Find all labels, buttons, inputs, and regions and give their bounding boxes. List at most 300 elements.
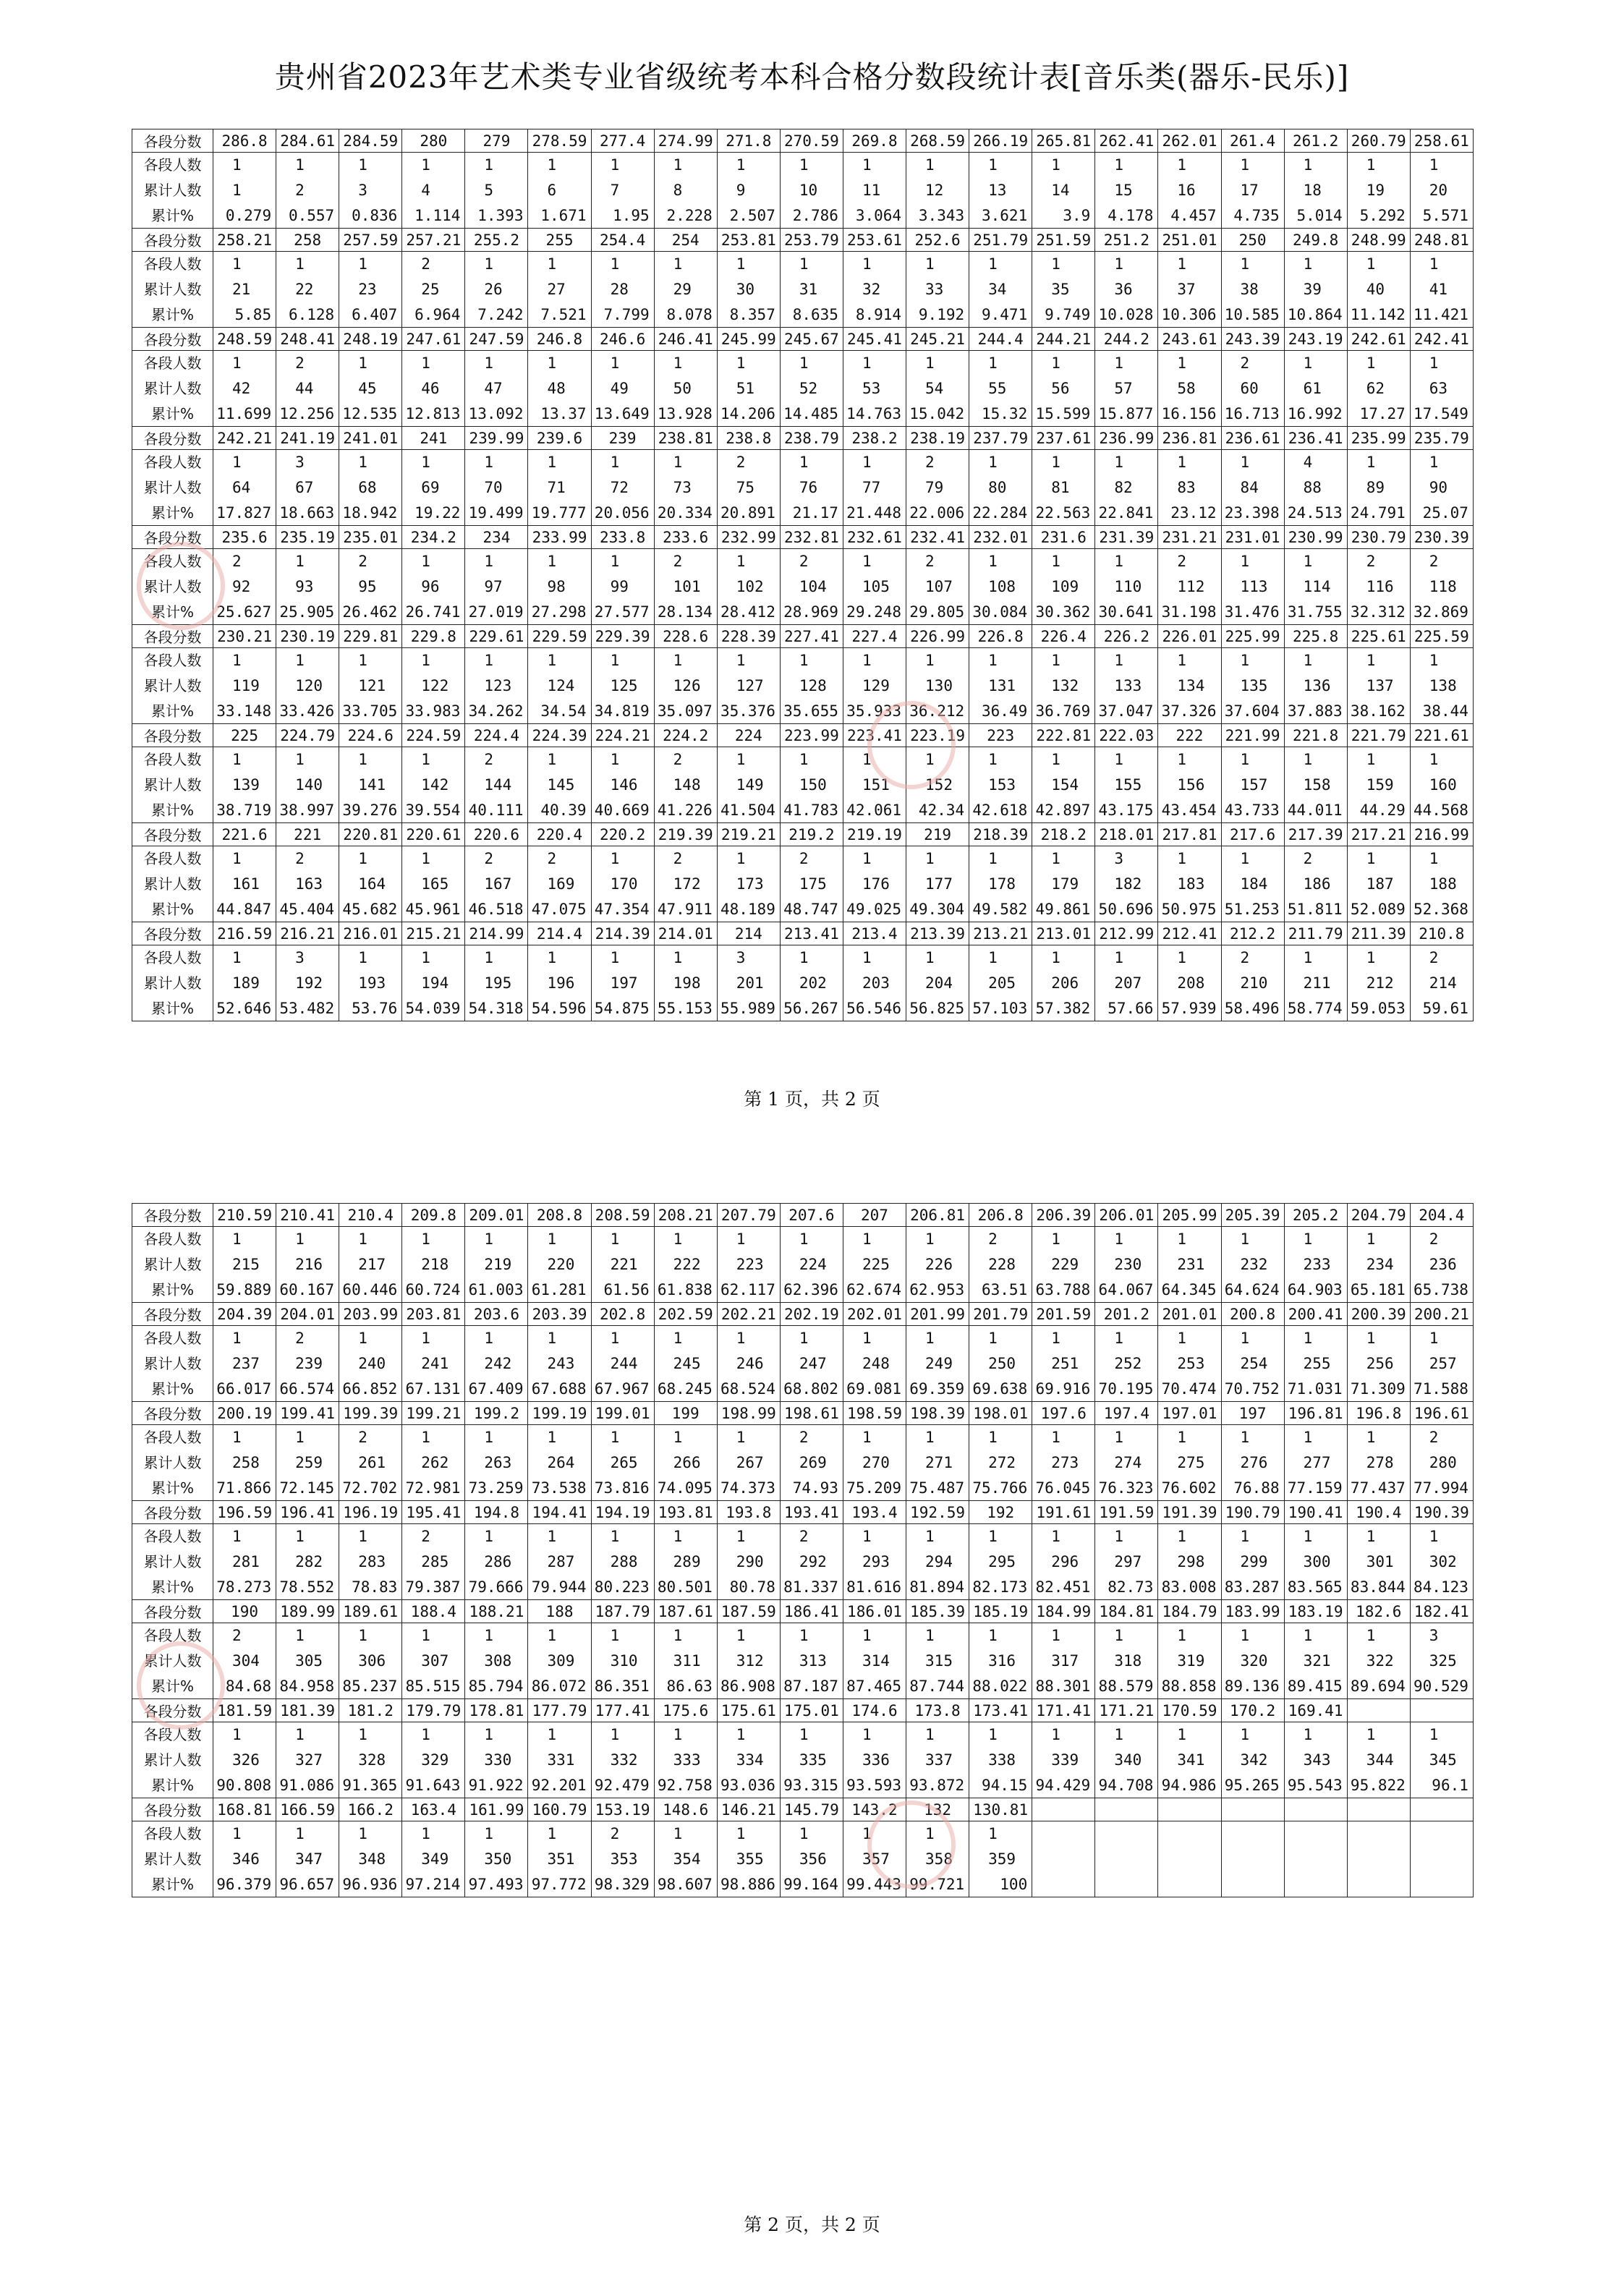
percent-value: 33.148 [216,702,272,720]
count-value: 1 [1051,553,1060,571]
stats-cell [906,153,969,229]
score-cell: 230.39 [1410,526,1473,549]
cumulative-value: 282 [295,1552,323,1570]
percent-value: 59.889 [216,1280,272,1298]
cumulative-value: 346 [232,1850,260,1868]
score-cell: 217.39 [1284,823,1347,846]
score-cell: 193.4 [843,1501,906,1524]
percent-value: 76.323 [1098,1479,1154,1497]
score-cell: 238.79 [780,427,843,450]
count-value: 2 [421,1528,430,1546]
stats-cell [339,648,402,724]
percent-value: 88.301 [1035,1677,1091,1695]
stats-cell [1095,450,1158,526]
percent-value: 77.159 [1287,1479,1343,1497]
stats-cell [906,1623,969,1699]
count-value: 1 [358,1330,367,1348]
count-value: 1 [1051,850,1060,868]
cumulative-value: 105 [862,577,890,595]
score-cell: 192 [969,1501,1032,1524]
count-value: 1 [610,1230,620,1249]
cumulative-value: 277 [1303,1453,1331,1471]
count-value: 1 [1051,1429,1060,1447]
cumulative-value: 6 [547,181,557,199]
cumulative-value: 357 [862,1850,890,1868]
stats-cell [402,747,465,823]
score-cell: 194.19 [591,1501,654,1524]
percent-value: 60.167 [279,1280,335,1298]
percent-value: 52.089 [1350,900,1406,918]
count-value: 1 [988,156,998,174]
cumulative-value: 203 [862,974,890,992]
cumulative-value: 13 [988,181,1007,199]
stats-cell [843,450,906,526]
cumulative-value: 350 [484,1850,512,1868]
percent-value: 79.666 [468,1578,524,1596]
percent-value: 19.22 [414,503,461,522]
stats-cell [843,1425,906,1501]
count-value: 1 [1240,751,1250,769]
row-label-cum: 累计人数 [143,1651,202,1670]
cumulative-value: 222 [673,1255,701,1273]
percent-value: 15.599 [1035,404,1091,422]
cumulative-value: 240 [358,1354,386,1372]
count-value: 1 [484,354,494,373]
count-value: 1 [799,255,809,273]
cumulative-value: 81 [1051,478,1070,496]
cumulative-value: 269 [799,1453,827,1471]
stats-cell [591,1524,654,1600]
cumulative-value: 120 [295,676,323,694]
stats-cell [1347,351,1410,427]
count-value: 1 [484,1627,494,1645]
cumulative-value: 35 [1051,280,1070,298]
count-value: 1 [1177,652,1187,670]
cumulative-value: 298 [1177,1552,1205,1570]
score-cell: 224.4 [465,724,528,747]
score-cell: 207.79 [717,1204,780,1227]
count-value: 2 [1429,553,1439,571]
cumulative-value: 114 [1303,577,1331,595]
percent-value: 44.847 [216,900,272,918]
cumulative-value: 215 [232,1255,260,1273]
count-value: 1 [1177,850,1187,868]
score-cell: 201.01 [1158,1303,1221,1326]
stats-cell [276,846,339,922]
cumulative-value: 196 [547,974,575,992]
score-cell: 179.79 [402,1699,465,1722]
count-value: 1 [421,949,430,967]
row-label-pct: 累计% [150,801,194,819]
count-value: 1 [1114,1429,1123,1447]
cumulative-value: 165 [421,875,449,893]
percent-value: 71.588 [1413,1379,1468,1398]
stats-cell [528,648,591,724]
row-label-cum: 累计人数 [143,875,202,893]
stats-row [132,351,1474,427]
count-value: 1 [1366,1429,1376,1447]
score-cell: 248.19 [339,328,402,351]
count-value: 1 [547,553,557,571]
stats-cell [528,1623,591,1699]
score-row [132,1303,1474,1326]
percent-value: 64.067 [1098,1280,1154,1298]
percent-value: 69.359 [909,1379,965,1398]
score-cell: 220.4 [528,823,591,846]
stats-cell [465,252,528,328]
count-value: 1 [484,1230,494,1249]
stats-cell [717,648,780,724]
score-cell: 269.8 [843,129,906,153]
score-cell: 236.81 [1158,427,1221,450]
count-value: 1 [1429,354,1439,373]
count-value: 2 [799,1429,809,1447]
count-value: 1 [1051,454,1060,472]
stats-cell [1347,1227,1410,1303]
score-cell: 175.6 [654,1699,717,1722]
cumulative-value: 98 [547,577,566,595]
count-value: 1 [232,850,242,868]
cumulative-value: 337 [925,1751,953,1769]
percent-value: 78.273 [216,1578,272,1596]
count-value: 1 [736,354,746,373]
cumulative-value: 207 [1114,974,1142,992]
stats-cell [1095,153,1158,229]
count-value: 1 [421,354,430,373]
row-label-cum: 累计人数 [143,181,202,199]
stats-row-header [132,1821,213,1897]
score-cell: 261.2 [1284,129,1347,153]
cumulative-value: 195 [484,974,512,992]
stats-cell [1284,450,1347,526]
cumulative-value: 182 [1114,875,1142,893]
score-cell: 198.59 [843,1402,906,1425]
cumulative-value: 82 [1114,478,1133,496]
cumulative-value: 46 [421,379,440,397]
cumulative-value: 334 [736,1751,764,1769]
percent-value: 43.733 [1224,801,1280,819]
count-value: 1 [1303,1726,1313,1744]
count-value: 1 [862,1330,872,1348]
count-value: 1 [1303,652,1313,670]
count-value: 1 [232,1726,242,1744]
cumulative-value: 157 [1240,775,1268,794]
score-row [132,526,1474,549]
cumulative-value: 104 [799,577,827,595]
count-value: 1 [1051,652,1060,670]
score-cell: 260.79 [1347,129,1410,153]
score-cell: 190.4 [1347,1501,1410,1524]
row-label-count: 各段人数 [143,354,202,373]
stats-cell [843,846,906,922]
count-value: 1 [610,354,620,373]
score-cell: 216.59 [213,922,276,945]
cumulative-value: 287 [547,1552,575,1570]
score-cell: 181.59 [213,1699,276,1722]
score-cell: 200.19 [213,1402,276,1425]
stats-row-header [132,549,213,625]
stats-cell [780,153,843,229]
count-value: 1 [484,652,494,670]
score-cell: 168.81 [213,1798,276,1821]
score-cell [1095,1798,1158,1821]
score-cell: 201.99 [906,1303,969,1326]
cumulative-value: 42 [232,379,251,397]
percent-value: 49.025 [846,900,902,918]
stats-cell [1410,1326,1473,1402]
score-cell: 249.8 [1284,229,1347,252]
stats-cell [1032,1425,1095,1501]
count-value: 1 [862,1230,872,1249]
stats-cell [465,1821,528,1897]
score-cell: 232.61 [843,526,906,549]
percent-value: 11.142 [1350,305,1406,323]
cumulative-value: 89 [1366,478,1385,496]
stats-cell [654,747,717,823]
percent-value: 84.958 [279,1677,335,1695]
percent-value: 35.376 [720,702,775,720]
count-value: 2 [484,850,494,868]
stats-cell [654,1821,717,1897]
cumulative-value: 246 [736,1354,764,1372]
percent-value: 27.298 [531,603,587,621]
count-value: 1 [484,1429,494,1447]
stats-cell [906,252,969,328]
stats-cell [276,945,339,1021]
count-value: 1 [1366,354,1376,373]
count-value: 1 [1366,255,1376,273]
count-value: 1 [1429,1528,1439,1546]
count-value: 1 [1051,1230,1060,1249]
percent-value: 5.571 [1422,206,1468,224]
count-value: 1 [1366,652,1376,670]
count-value: 1 [232,652,242,670]
cumulative-value: 263 [484,1453,512,1471]
row-label-count: 各段人数 [143,652,202,670]
stats-cell [1095,252,1158,328]
score-cell: 230.19 [276,625,339,648]
percent-value: 60.724 [405,1280,461,1298]
stats-cell [528,1524,591,1600]
count-value: 1 [1366,751,1376,769]
cumulative-value: 129 [862,676,890,694]
percent-value: 94.15 [982,1776,1028,1794]
percent-value: 69.916 [1035,1379,1091,1398]
score-cell: 170.2 [1221,1699,1284,1722]
percent-value: 62.117 [720,1280,775,1298]
cumulative-value: 218 [421,1255,449,1273]
stats-cell [276,1326,339,1402]
score-cell: 232.99 [717,526,780,549]
stats-cell [591,1821,654,1897]
stats-cell [1032,1821,1095,1897]
stats-row-header [132,1326,213,1402]
score-cell: 241.19 [276,427,339,450]
count-value: 1 [1114,255,1123,273]
score-cell: 274.99 [654,129,717,153]
score-cell: 231.01 [1221,526,1284,549]
score-cell: 190.79 [1221,1501,1284,1524]
percent-value: 87.744 [909,1677,965,1695]
score-cell [1347,1798,1410,1821]
score-cell: 193.8 [717,1501,780,1524]
cumulative-value: 137 [1366,676,1394,694]
score-cell: 178.81 [465,1699,528,1722]
stats-cell [402,648,465,724]
count-value: 2 [1429,1429,1439,1447]
stats-cell [1410,153,1473,229]
count-value: 1 [1429,751,1439,769]
percent-value: 51.253 [1224,900,1280,918]
count-value: 1 [862,553,872,571]
cumulative-value: 173 [736,875,764,893]
count-value: 1 [484,1330,494,1348]
count-value: 1 [988,255,998,273]
row-label-pct: 累计% [150,1578,194,1596]
count-value: 1 [232,1230,242,1249]
cumulative-value: 327 [295,1751,323,1769]
stats-cell [1410,1722,1473,1798]
percent-value: 93.872 [909,1776,965,1794]
score-cell: 251.59 [1032,229,1095,252]
score-cell: 221.79 [1347,724,1410,747]
score-cell: 218.2 [1032,823,1095,846]
cumulative-value: 30 [736,280,755,298]
count-value: 1 [673,454,683,472]
stats-cell [402,549,465,625]
score-cell: 161.99 [465,1798,528,1821]
score-table-page-1 [132,129,1474,1021]
stats-cell [465,549,528,625]
score-cell: 220.61 [402,823,465,846]
stats-row [132,153,1474,229]
row-label-count: 各段人数 [143,553,202,571]
count-value: 1 [1366,850,1376,868]
count-value: 1 [799,751,809,769]
count-value: 2 [484,751,494,769]
percent-value: 19.777 [531,503,587,522]
score-cell: 248.41 [276,328,339,351]
cumulative-value: 113 [1240,577,1268,595]
row-label-pct: 累计% [150,1875,194,1893]
score-cell: 206.39 [1032,1204,1095,1227]
count-value: 1 [736,156,746,174]
score-cell: 234 [465,526,528,549]
cumulative-value: 276 [1240,1453,1268,1471]
percent-value: 45.404 [279,900,335,918]
percent-value: 56.825 [909,999,965,1017]
score-cell: 225.59 [1410,625,1473,648]
score-cell: 253.79 [780,229,843,252]
stats-cell [969,1722,1032,1798]
percent-value: 2.228 [666,206,713,224]
score-row [132,1204,1474,1227]
stats-cell [1158,153,1221,229]
cumulative-value: 68 [358,478,377,496]
cumulative-value: 221 [610,1255,638,1273]
stats-cell [528,549,591,625]
stats-cell [906,1326,969,1402]
count-value: 1 [799,354,809,373]
cumulative-value: 54 [925,379,944,397]
percent-value: 38.997 [279,801,335,819]
count-value: 1 [610,553,620,571]
percent-value: 10.864 [1287,305,1343,323]
score-cell: 244.2 [1095,328,1158,351]
score-cell: 199.39 [339,1402,402,1425]
stats-cell [402,1227,465,1303]
score-cell: 208.21 [654,1204,717,1227]
score-cell: 257.21 [402,229,465,252]
stats-cell [1410,648,1473,724]
score-cell: 206.01 [1095,1204,1158,1227]
cumulative-value: 153 [988,775,1016,794]
score-cell: 245.67 [780,328,843,351]
cumulative-value: 135 [1240,676,1268,694]
percent-value: 91.086 [279,1776,335,1794]
percent-value: 75.209 [846,1479,902,1497]
cumulative-value: 62 [1366,379,1385,397]
score-cell: 220.81 [339,823,402,846]
cumulative-value: 293 [862,1552,890,1570]
cumulative-value: 152 [925,775,953,794]
count-value: 1 [736,1528,746,1546]
cumulative-value: 63 [1429,379,1448,397]
score-row-header: 各段分数 [132,1204,213,1227]
percent-value: 61.281 [531,1280,587,1298]
stats-cell [780,648,843,724]
score-row-header: 各段分数 [132,1699,213,1722]
score-row-header: 各段分数 [132,129,213,153]
score-cell: 214.99 [465,922,528,945]
percent-value: 48.189 [720,900,775,918]
percent-value: 30.362 [1035,603,1091,621]
score-cell: 253.61 [843,229,906,252]
score-cell: 210.41 [276,1204,339,1227]
cumulative-value: 321 [1303,1651,1331,1670]
count-value: 2 [1240,354,1250,373]
cumulative-value: 45 [358,379,377,397]
score-cell: 245.41 [843,328,906,351]
score-cell: 246.6 [591,328,654,351]
count-value: 1 [1240,1330,1250,1348]
score-cell: 204.79 [1347,1204,1410,1227]
score-cell: 181.39 [276,1699,339,1722]
score-cell: 223.19 [906,724,969,747]
count-value: 1 [1303,1330,1313,1348]
percent-value: 31.198 [1161,603,1217,621]
percent-value: 21.448 [846,503,902,522]
score-cell: 235.6 [213,526,276,549]
stats-cell [780,1722,843,1798]
count-value: 1 [673,354,683,373]
score-cell: 238.19 [906,427,969,450]
stats-cell [1347,549,1410,625]
count-value: 1 [673,1429,683,1447]
score-cell: 213.39 [906,922,969,945]
percent-value: 8.078 [666,305,713,323]
cumulative-value: 93 [295,577,314,595]
score-cell: 244.21 [1032,328,1095,351]
stats-cell [780,252,843,328]
count-value: 1 [1240,255,1250,273]
percent-value: 70.474 [1161,1379,1217,1398]
cumulative-value: 186 [1303,875,1331,893]
stats-cell [969,1227,1032,1303]
stats-cell [1032,153,1095,229]
stats-cell [969,1623,1032,1699]
stats-cell [969,1821,1032,1897]
